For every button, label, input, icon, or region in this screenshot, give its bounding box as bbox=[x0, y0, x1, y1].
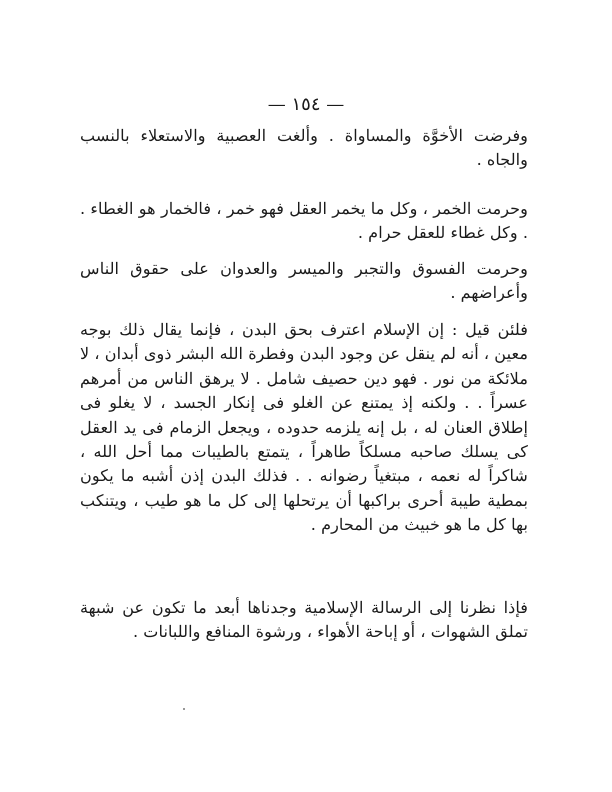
paragraph-brotherhood: وفرضت الأخوَّة والمساواة . وألغت العصبية والاستعلاء بالنسب والجاه . bbox=[80, 126, 528, 170]
paragraph-islamic-message: فإذا نظرنا إلى الرسالة الإسلامية وجدناها أبعد ما تكون عن شبهة تملق الشهوات ، أو إباحة الأهواء ، ورشوة المنافع واللبانات . bbox=[80, 598, 528, 642]
paragraph-body-rights: فلئن قيل : إن الإسلام اعترف بحق البدن ، فإنما يقال ذلك بوجه معين ، أنه لم ينقل عن وجود البدن وفطرة الله البشر ذوى أبدان ، لا ملائكة من نور . فهو دين حصيف شامل . لا يرهق الناس من أمرهم عسراً . . ولكنه إذ يمتنع عن الغلو فى إنكار الجسد ، لا يغلو فى إطلاق العنان له ، بل إنه يلزمه حدوده ، ويجعل الزمام فى يد العقل كى يسلك صاحبه مسلكاً طاهراً ، يتمتع بالطيبات مما أحل الله ، شاكراً له نعمه ، مبتغياً رضوانه . . فذلك البدن إذن أشبه ما يكون بمطية طيبة أحرى براكبها أن يرتحلها إلى كل ما هو طيب ، ويتنكب بها كل ما هو خبيث من المحارم . bbox=[80, 320, 528, 535]
paragraph-prohibitions: وحرمت الفسوق والتجبر والميسر والعدوان على حقوق الناس وأعراضهم . bbox=[80, 259, 528, 303]
paragraph-wine: وحرمت الخمر ، وكل ما يخمر العقل فهو خمر ، فالخمار هو الغطاء . . وكل غطاء للعقل حرام . bbox=[80, 199, 528, 243]
scan-speck bbox=[183, 708, 185, 710]
page-number: — ١٥٤ — bbox=[267, 94, 345, 115]
